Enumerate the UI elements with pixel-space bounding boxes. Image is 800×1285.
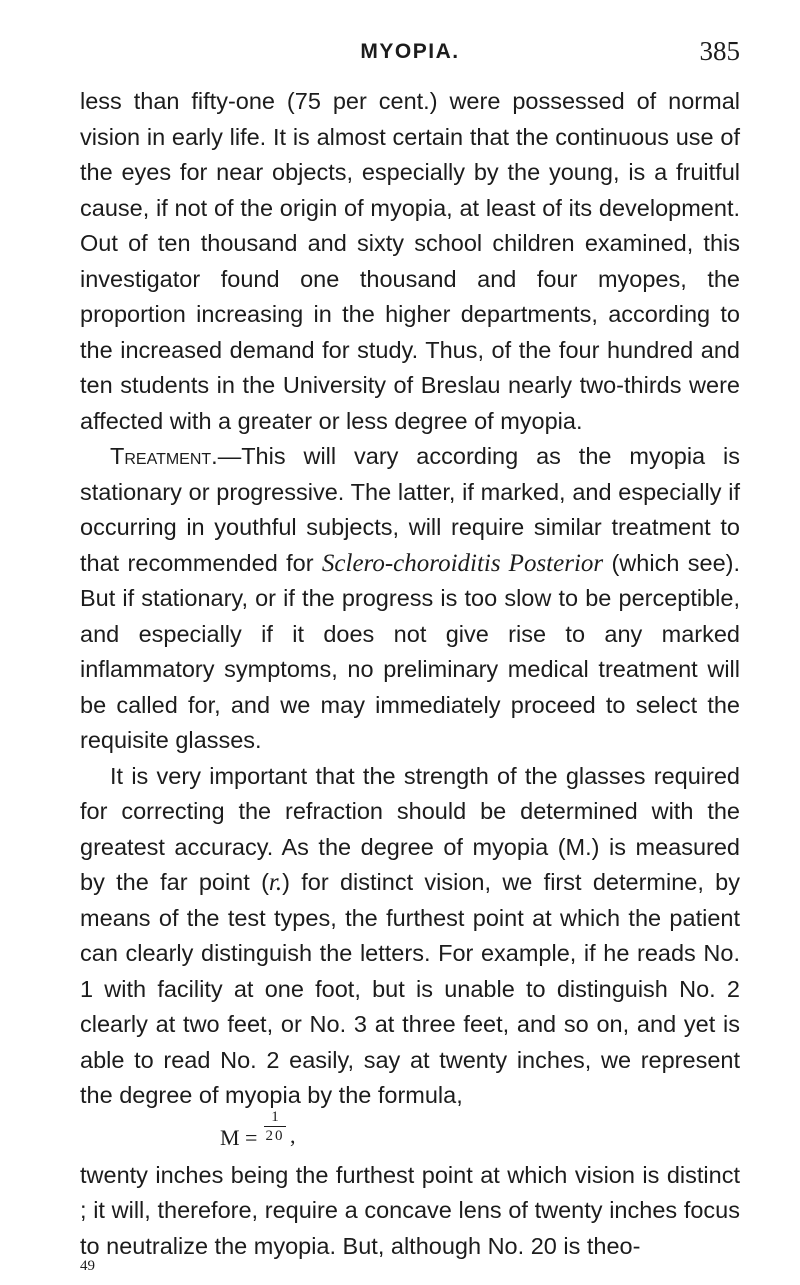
formula-numerator: 1 bbox=[264, 1108, 286, 1127]
body-text bbox=[80, 84, 740, 1264]
page-number: 385 bbox=[699, 36, 740, 66]
paragraph-continuation: less than fifty-one (75 per cent.) were possessed of normal vision in early life. It is almost certain that the continuous use of the eyes for near objects, especially by the young, is a fruitful cause, if not of the origin of myopia, at least of its development. Out of ten thousand and sixty school children examined, this investigator found one thousand and four myopes, the proportion increasing in the higher departments, according to the increased demand for study. Thus, of the four hundred and ten students in the University of Breslau nearly two-thirds were affected with a greater or less degree of myopia. bbox=[80, 88, 740, 434]
paragraph-glasses-text-b: ) for distinct vision, we first determine, by means of the test types, the furthest point at which the patient can clearly distinguish the letters. For example, if he reads No. 1 with facility at one foot, but is unable to distinguish No. 2 clearly at two feet, or No. 3 at three feet, and so on, and yet is able to read No. 2 easily, say at twenty inches, we represent the degree of myopia by the formula, bbox=[80, 869, 740, 1108]
paragraph-treatment bbox=[80, 439, 740, 759]
paragraph-glasses bbox=[80, 759, 740, 1114]
formula-lhs: M = bbox=[220, 1124, 258, 1150]
formula-denominator: 20 bbox=[265, 1127, 285, 1144]
disease-reference: Sclero-choroiditis Posterior bbox=[321, 549, 604, 577]
section-heading-treatment: Treatment. bbox=[110, 443, 218, 469]
paragraph-glasses-text-a: It is very important that the strength of the glasses required for correcting the refraction should be determined with the greatest accuracy. As the degree of myopia (M.) is measured by the far point ( bbox=[80, 762, 740, 895]
far-point-symbol: r. bbox=[268, 869, 283, 896]
signature-mark: 49 bbox=[80, 1258, 95, 1274]
book-page bbox=[80, 36, 740, 1275]
paragraph-treatment-text-b: (which see). But if stationary, or if the progress is too slow to be perceptible, and especially if it does not give rise to any marked inflammatory symptoms, no preliminary medical treatment will be called for, and we may immediately proceed to select the requisite glasses. bbox=[80, 549, 740, 753]
formula-fraction bbox=[264, 1108, 286, 1145]
paragraph-lens: twenty inches being the furthest point at which vision is distinct ; it will, therefore, require a concave lens of twenty inches focus to neutralize the myopia. But, although No. 20 is theo- bbox=[80, 1161, 740, 1259]
formula-comma: , bbox=[290, 1122, 296, 1148]
page-header bbox=[80, 36, 740, 84]
myopia-formula bbox=[80, 1108, 740, 1158]
paragraph-treatment-text-a: —This will vary according as the myopia is stationary or progressive. The latter, if marked, and especially if occurring in youthful subjects, will require similar treatment to that recommended for bbox=[80, 443, 740, 576]
running-head: MYOPIA. bbox=[360, 40, 460, 63]
